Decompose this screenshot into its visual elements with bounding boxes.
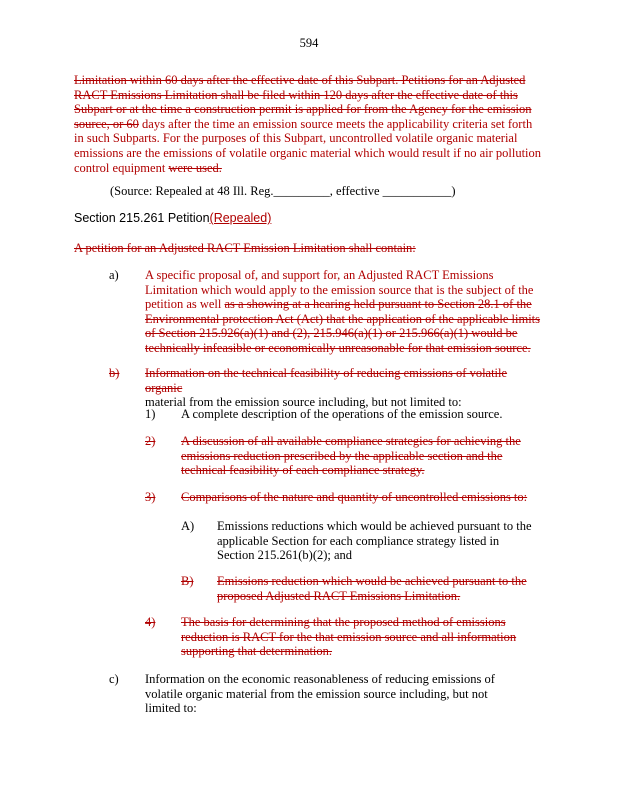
source-suffix: ) [451,184,456,198]
section-heading [74,211,271,226]
subitem-label: 3) [145,490,156,504]
item-b-text [145,366,547,410]
source-note [110,184,456,199]
deleted-text: Information on the technical feasibility of reducing emissions of volatile organic [145,366,508,395]
section-title: Section 215.261 Petition [74,211,210,225]
deleted-text: were used. [168,160,222,175]
source-blank-date: ___________ [382,184,452,198]
item-a-text [145,268,547,356]
subitem-text: The basis for determining that the proposed method of emissions reduction is RACT for the that emission source and all information supporting that determination. [181,615,517,659]
subitem-label: 1) [145,407,156,421]
intro-deleted: A petition for an Adjusted RACT Emission Limitation shall contain: [74,241,416,255]
subsubitem-text: Emissions reduction which would be achieved pursuant to the proposed Adjusted RACT Emissions Limitation. [217,574,527,603]
inserted-repealed: (Repealed) [209,211,272,225]
paragraph-text: days after the time an emission source meets the applicability criteria set forth in such Subparts. For the purposes of this Subpart, uncontrolled volatile organic material emissions are the emissions of volatile organic material which would result if no air pollution control equipment [74,116,542,175]
source-prefix: (Source: Repealed at 48 Ill. Reg. [110,184,274,198]
subitem-text: Comparisons of the nature and quantity of uncontrolled emissions to: [181,490,528,504]
paragraph-effective-date [74,73,544,175]
item-c-label: c) [109,672,119,686]
subsubitem-label: A) [181,519,195,533]
page-number: 594 [299,36,319,50]
subitem-text: A complete description of the operations of the emission source. [181,407,503,421]
deleted-text: as a showing at a hearing held pursuant to Section 28.1 of the Environmental protection Act (Act) that the application of the applicable limits of Section 215.926(a)(1) and (2), 215.946(a)(1) or 215.966(a)(1) would be technically infeasible or economically unreasonable for that emission source. [145,297,541,355]
item-text: material from the emission source including, but not limited to: [145,395,462,410]
subsubitem-text: Emissions reductions which would be achieved pursuant to the applicable Section for each compliance strategy listed in Section 215.261(b)(2); and [217,519,532,563]
subitem-text: A discussion of all available compliance strategies for achieving the emissions reduction prescribed by the applicable section and the technical feasibility of each compliance strategy. [181,434,521,478]
item-c-text: Information on the economic reasonableness of reducing emissions of volatile organic material from the emission source including, but not limited to: [145,672,495,716]
source-middle: , effective [329,184,380,198]
subitem-label: 2) [145,434,156,448]
item-text: A specific proposal of, and support for, an Adjusted RACT Emissions Limitation which would apply to the emission source that is the subject of the petition as well [145,268,534,312]
deleted-text: Limitation within 60 days after the effective date of this Subpart. Petitions for an Adjusted RACT Emissions Limitation shall be filed within 120 days after the effective date of this Subpart or at the time a construction permit is applied for from the Agency for the emission source, or 60 [74,73,532,131]
subsubitem-label: B) [181,574,194,588]
source-blank-register: _________ [273,184,330,198]
item-b-label: b) [109,366,120,380]
item-label: a) [109,268,119,282]
subitem-label: 4) [145,615,156,629]
